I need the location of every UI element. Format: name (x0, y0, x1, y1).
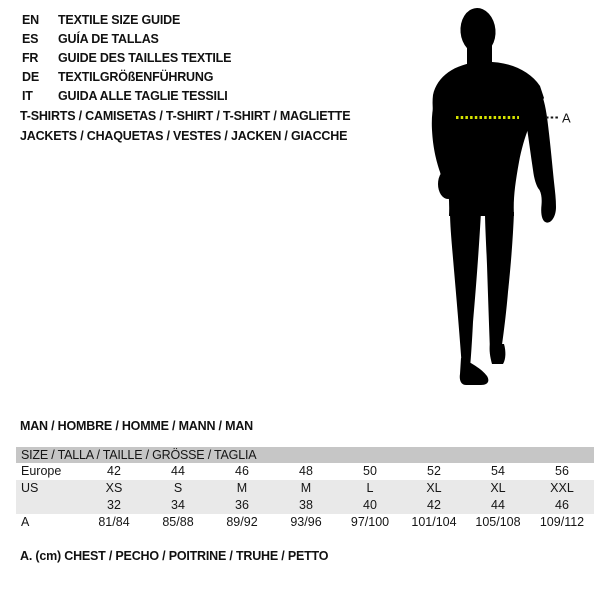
row-label (16, 497, 82, 514)
size-cell: 54 (491, 464, 505, 478)
size-cell: 44 (491, 498, 505, 512)
language-label: TEXTILE SIZE GUIDE (58, 13, 181, 27)
size-cell: 32 (107, 498, 121, 512)
size-cell: 36 (235, 498, 249, 512)
size-cell: 85/88 (162, 515, 194, 529)
language-label: GUIDE DES TAILLES TEXTILE (58, 51, 232, 65)
category-line-tshirts: T-SHIRTS / CAMISETAS / T-SHIRT / T-SHIRT / MAGLIETTE (20, 109, 351, 123)
language-code: DE (22, 70, 39, 84)
size-cell: 46 (235, 464, 249, 478)
size-table-header: SIZE / TALLA / TAILLE / GRÖSSE / TAGLIA (16, 447, 594, 463)
size-cell: 101/104 (411, 515, 457, 529)
man-silhouette (432, 7, 556, 385)
size-cell: 52 (427, 464, 441, 478)
size-cell: 97/100 (350, 515, 390, 529)
size-row-europe (16, 463, 594, 480)
size-cell: 93/96 (290, 515, 322, 529)
size-cell: 34 (171, 498, 185, 512)
size-cell: 42 (107, 464, 121, 478)
size-cell: M (300, 481, 312, 495)
language-row-it (22, 87, 231, 106)
language-label: GUÍA DE TALLAS (58, 32, 159, 46)
language-row-en (22, 11, 231, 30)
size-cell: XL (490, 481, 506, 495)
size-cell: 48 (299, 464, 313, 478)
language-code: FR (22, 51, 39, 65)
language-row-fr (22, 49, 231, 68)
language-label: GUIDA ALLE TAGLIE TESSILI (58, 89, 228, 103)
language-label: TEXTILGRÖßENFÜHRUNG (58, 70, 214, 84)
footnote-chest-measure: A. (cm) CHEST / PECHO / POITRINE / TRUHE / PETTO (20, 549, 329, 563)
language-code: EN (22, 13, 39, 27)
size-cell: 105/108 (475, 515, 521, 529)
size-cell: 46 (555, 498, 569, 512)
language-title-list (22, 11, 231, 106)
size-cell: 44 (171, 464, 185, 478)
language-row-de (22, 68, 231, 87)
language-code: IT (22, 89, 33, 103)
language-code: ES (22, 32, 39, 46)
size-cell: XS (105, 481, 123, 495)
row-label: US (21, 481, 39, 495)
measure-label-a: A (562, 110, 571, 126)
size-cell: XXL (550, 481, 574, 495)
size-cell: 89/92 (226, 515, 258, 529)
size-cell: 42 (427, 498, 441, 512)
size-cell: L (366, 481, 374, 495)
row-label: A (21, 515, 30, 529)
garment-categories (20, 106, 350, 146)
size-row-numeric (16, 497, 594, 514)
size-cell: 81/84 (98, 515, 130, 529)
size-cell: M (236, 481, 248, 495)
size-row-us (16, 480, 594, 497)
size-row-a-chest (16, 514, 594, 531)
man-figure (400, 0, 600, 400)
size-cell: 56 (555, 464, 569, 478)
size-table (16, 447, 594, 531)
language-row-es (22, 30, 231, 49)
category-line-jackets: JACKETS / CHAQUETAS / VESTES / JACKEN / GIACCHE (20, 129, 348, 143)
man-silhouette-svg (400, 0, 600, 400)
row-label: Europe (21, 464, 62, 478)
size-cell: 109/112 (539, 515, 585, 529)
size-cell: 40 (363, 498, 377, 512)
size-cell: 38 (299, 498, 313, 512)
size-cell: S (173, 481, 183, 495)
section-title-man: MAN / HOMBRE / HOMME / MANN / MAN (20, 419, 253, 433)
size-cell: 50 (363, 464, 377, 478)
size-cell: XL (426, 481, 442, 495)
